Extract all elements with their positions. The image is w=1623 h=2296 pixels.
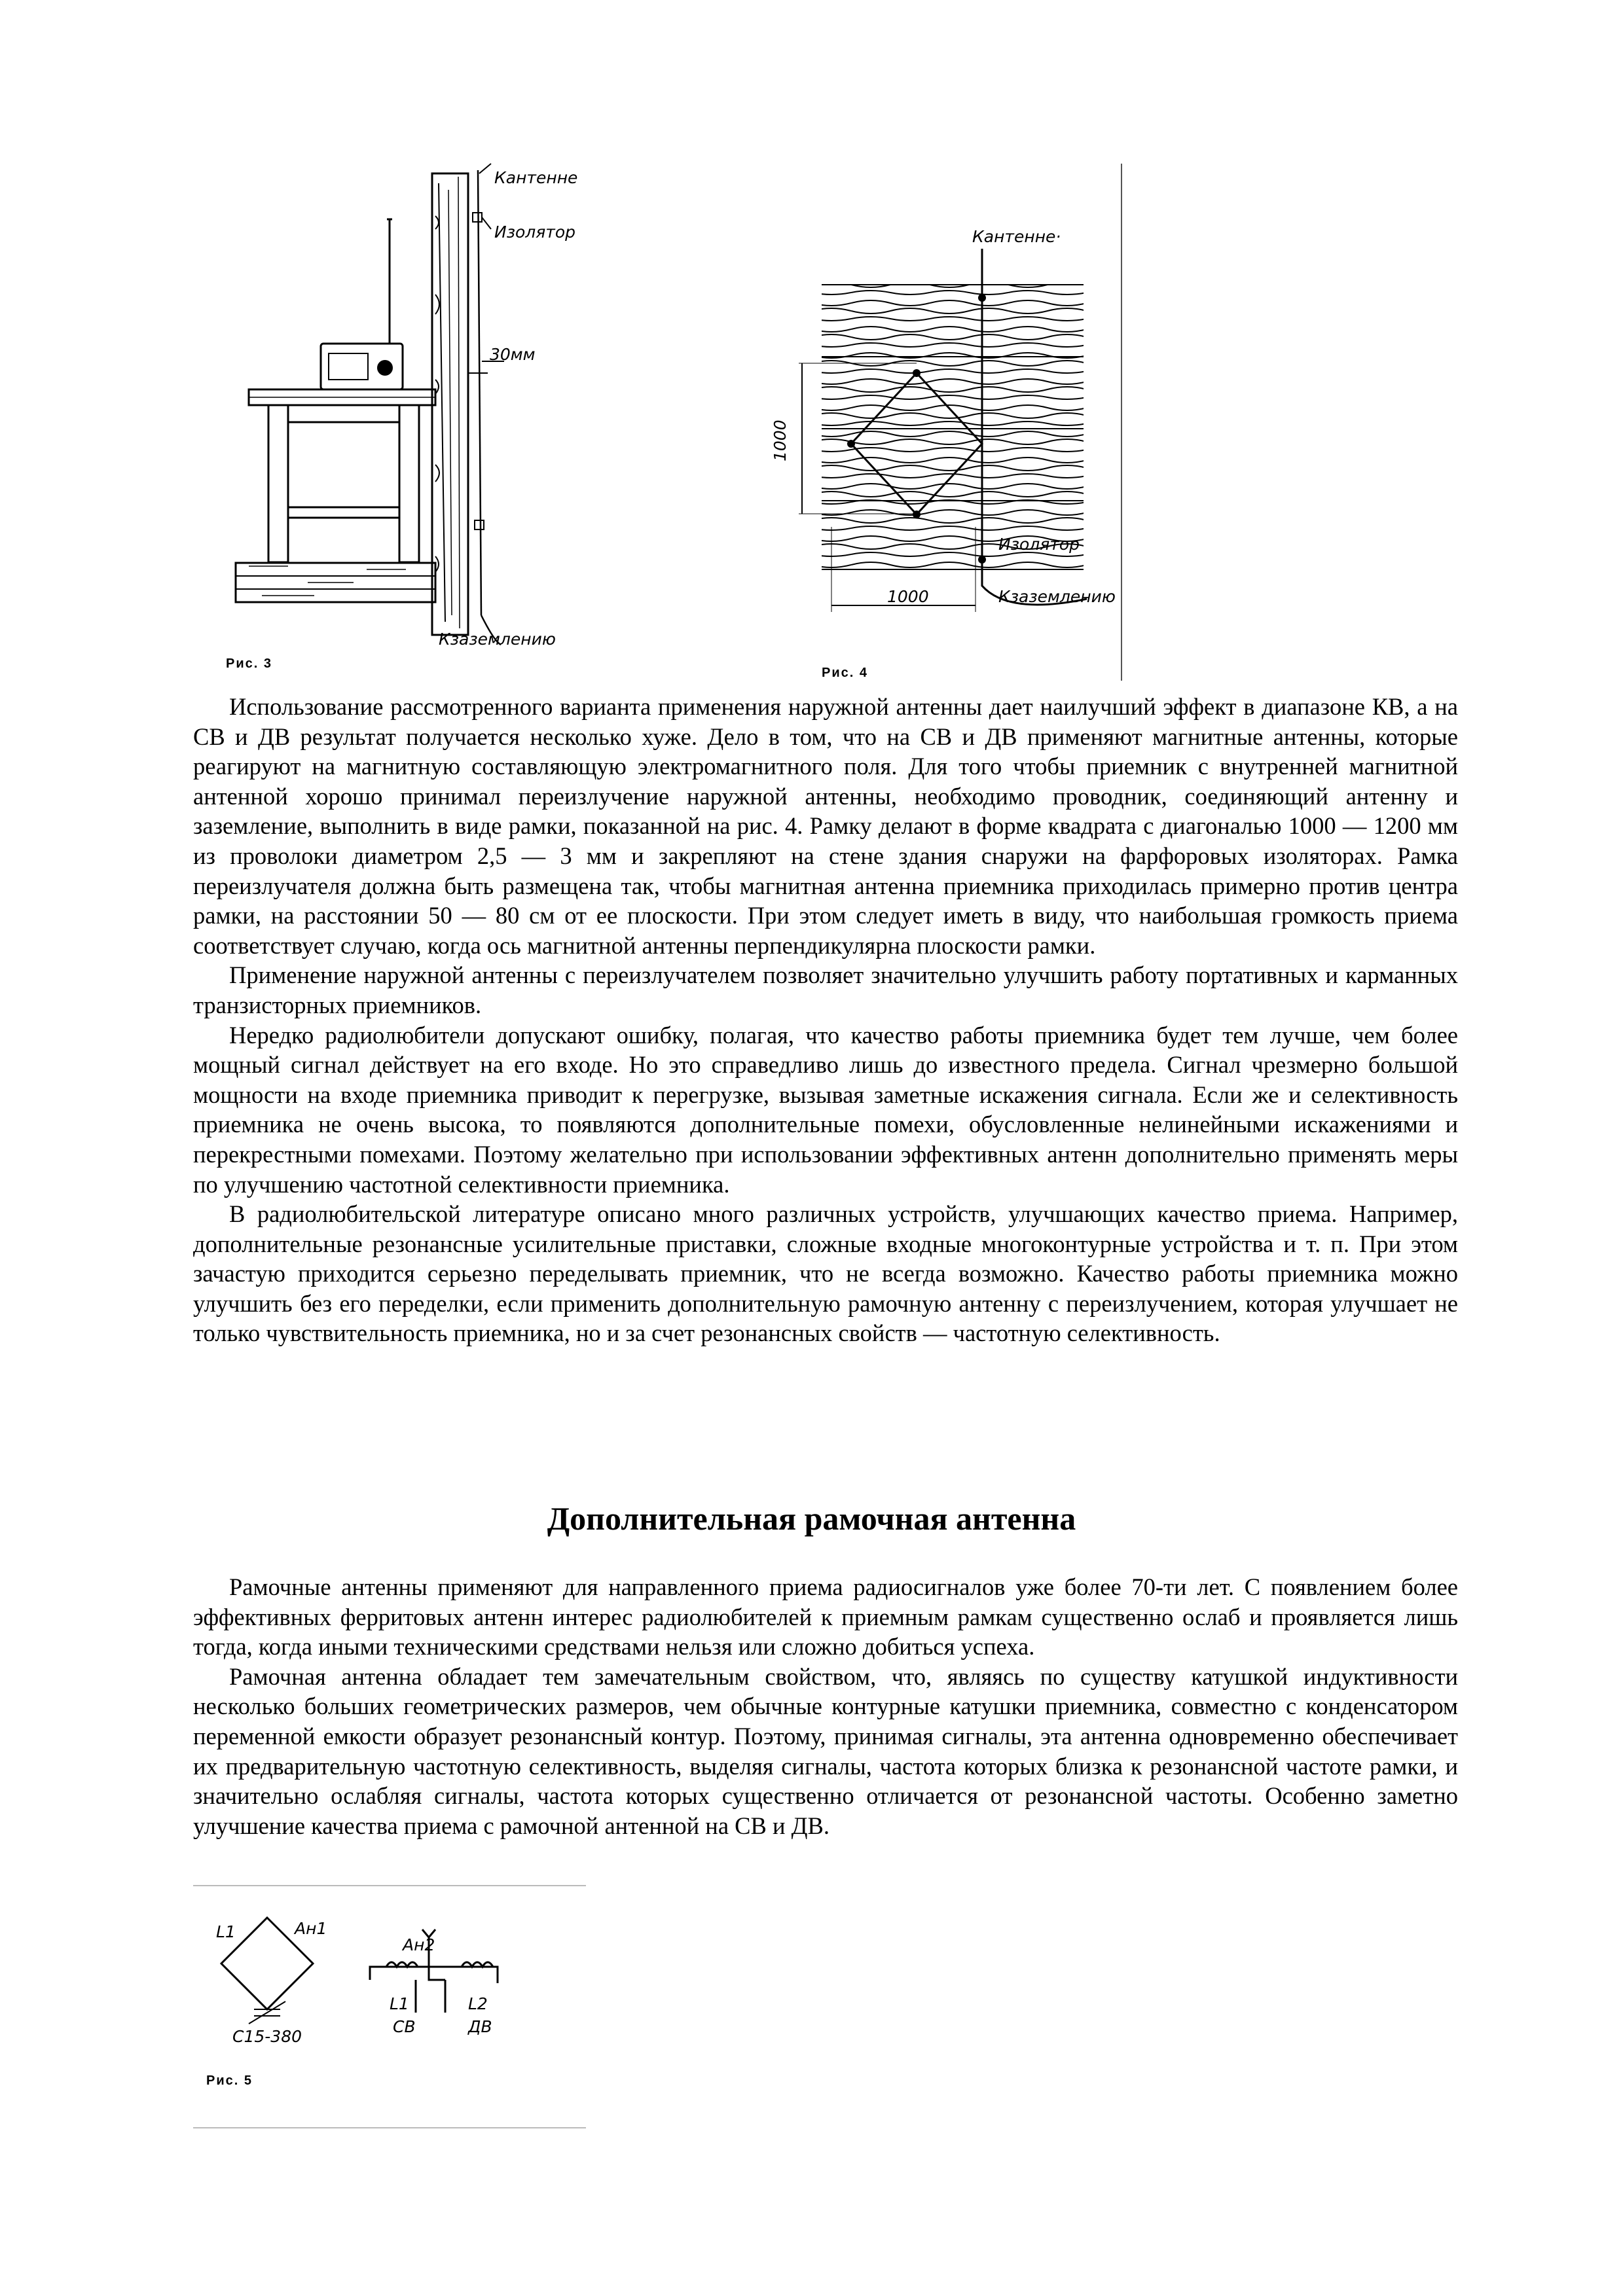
fig5-label-capacitor: С15-380 <box>232 2027 302 2046</box>
figure-3 <box>223 164 589 661</box>
figure-5-drawing <box>196 1911 576 2062</box>
fig4-label-height: 1000 <box>771 420 790 461</box>
figure-4 <box>773 219 1139 651</box>
paragraph: Нередко радиолюбители допускают ошибку, полагая, что качество работы приемника будет тем лучше, чем более мощный сигнал действует на его входе. Но это справедливо лишь до известного предела. Сигнал чрезмерно большой мощности на входе приемника приводит к перегрузке, вызывая заметные искажения сигнала. Если же и селективность приемника не очень высока, то появляются дополнительные помехи, обусловленные нелинейными искажениями и перекрестными помехами. Поэтому желательно при использовании эффективных антенн дополнительно применять меры по улучшению частотной селективности приемника. <box>193 1021 1458 1198</box>
section-heading: Дополнительная рамочная антенна <box>547 1500 1076 1537</box>
figure-5 <box>196 1911 576 2062</box>
section-2-text <box>193 1572 1458 1840</box>
section-1-text <box>193 692 1458 1348</box>
figure-5-bottom-rule <box>193 2127 586 2128</box>
fig3-label-to-antenna: Кантенне <box>494 168 578 187</box>
figure-3-drawing <box>223 164 589 661</box>
fig4-label-to-antenna: Кантенне· <box>972 227 1061 246</box>
fig5-label-band-2: ДВ <box>468 2017 492 2036</box>
figure-4-drawing <box>773 219 1139 651</box>
fig5-label-band-1: СВ <box>393 2017 416 2036</box>
figure-3-caption: Рис. 3 <box>226 656 272 671</box>
paragraph: Рамочная антенна обладает тем замечательным свойством, что, являясь по существу катушкой индуктивности несколько больших геометрических размеров, чем обычные контурные катушки приемника, совместно с конденсатором переменной емкости образует резонансный контур. Поэтому, принимая сигналы, эта антенна одновременно обеспечивает их предварительную частотную селективность, выделяя сигналы, частота которых близка к резонансной частоте рамки, и значительно ослабляя сигналы, частота которых существенно отличается от резонансной частоты. Особенно заметно улучшение качества приема с рамочной антенной на СВ и ДВ. <box>193 1662 1458 1839</box>
paragraph: В радиолюбительской литературе описано много различных устройств, улучшающих качество приема. Например, дополнительные резонансные усилительные приставки, сложные входные многоконтурные устройства и т. п. При этом зачастую приходится серьезно переделывать приемник, что не всегда возможно. Качество работы приемника можно улучшить без его переделки, если применить дополнительную рамочную антенну с переизлучением, которая улучшает не только чувствительность приемника, но и за счет резонансных свойств — частотную селективность. <box>193 1200 1458 1347</box>
paragraph: Использование рассмотренного варианта применения наружной антенны дает наилучший эффект в диапазоне КВ, а на СВ и ДВ результат получается несколько хуже. Дело в том, что на СВ и ДВ применяют магнитные антенны, которые реагируют на магнитную составляющую электромагнитного поля. Для того чтобы приемник с внутренней магнитной антенной хорошо принимал переизлучение наружной антенны, необходимо проводник, соединяющий антенну и заземление, выполнить в виде рамки, показанной на рис. 4. Рамку делают в форме квадрата с диагональю 1000 — 1200 мм из проволоки диаметром 2,5 — 3 мм и закрепляют на стене здания снаружи на фарфоровых изоляторах. Рамка переизлучателя должна быть размещена так, чтобы магнитная антенна приемника приходилась примерно против центра рамки, на расстоянии 50 — 80 см от ее плоскости. При этом следует иметь в виду, что наибольшая громкость приема соответствует случаю, когда ось магнитной антенны перпендикулярна плоскости рамки. <box>193 693 1458 959</box>
fig3-label-gap: 30мм <box>490 345 536 364</box>
fig4-label-insulator: Изолятор <box>998 535 1080 554</box>
fig4-label-to-ground: Кзаземлению <box>998 587 1116 606</box>
figure-4-caption: Рис. 4 <box>822 666 868 680</box>
fig3-label-insulator: Изолятор <box>494 223 576 242</box>
fig5-label-an1: Ан1 <box>295 1919 327 1938</box>
fig5-label-an2: Ан2 <box>403 1935 435 1954</box>
figure-5-caption: Рис. 5 <box>206 2073 253 2088</box>
figure-5-top-rule <box>193 1885 586 1886</box>
fig5-label-coil-2: L2 <box>468 1994 488 2013</box>
fig5-label-l1: L1 <box>216 1922 236 1941</box>
fig4-label-width: 1000 <box>887 587 929 606</box>
fig5-label-coil-1: L1 <box>390 1994 409 2013</box>
paragraph: Рамочные антенны применяют для направленного приема радиосигналов уже более 70-ти лет. С появлением более эффективных ферритовых антенн интерес радиолюбителей к приемным рамкам существенно ослаб и проявляется лишь тогда, когда иными техническими средствами нельзя или сложно добиться успеха. <box>193 1573 1458 1660</box>
fig3-label-to-ground: Кзаземлению <box>439 630 556 649</box>
paragraph: Применение наружной антенны с переизлучателем позволяет значительно улучшить работу портативных и карманных транзисторных приемников. <box>193 961 1458 1018</box>
